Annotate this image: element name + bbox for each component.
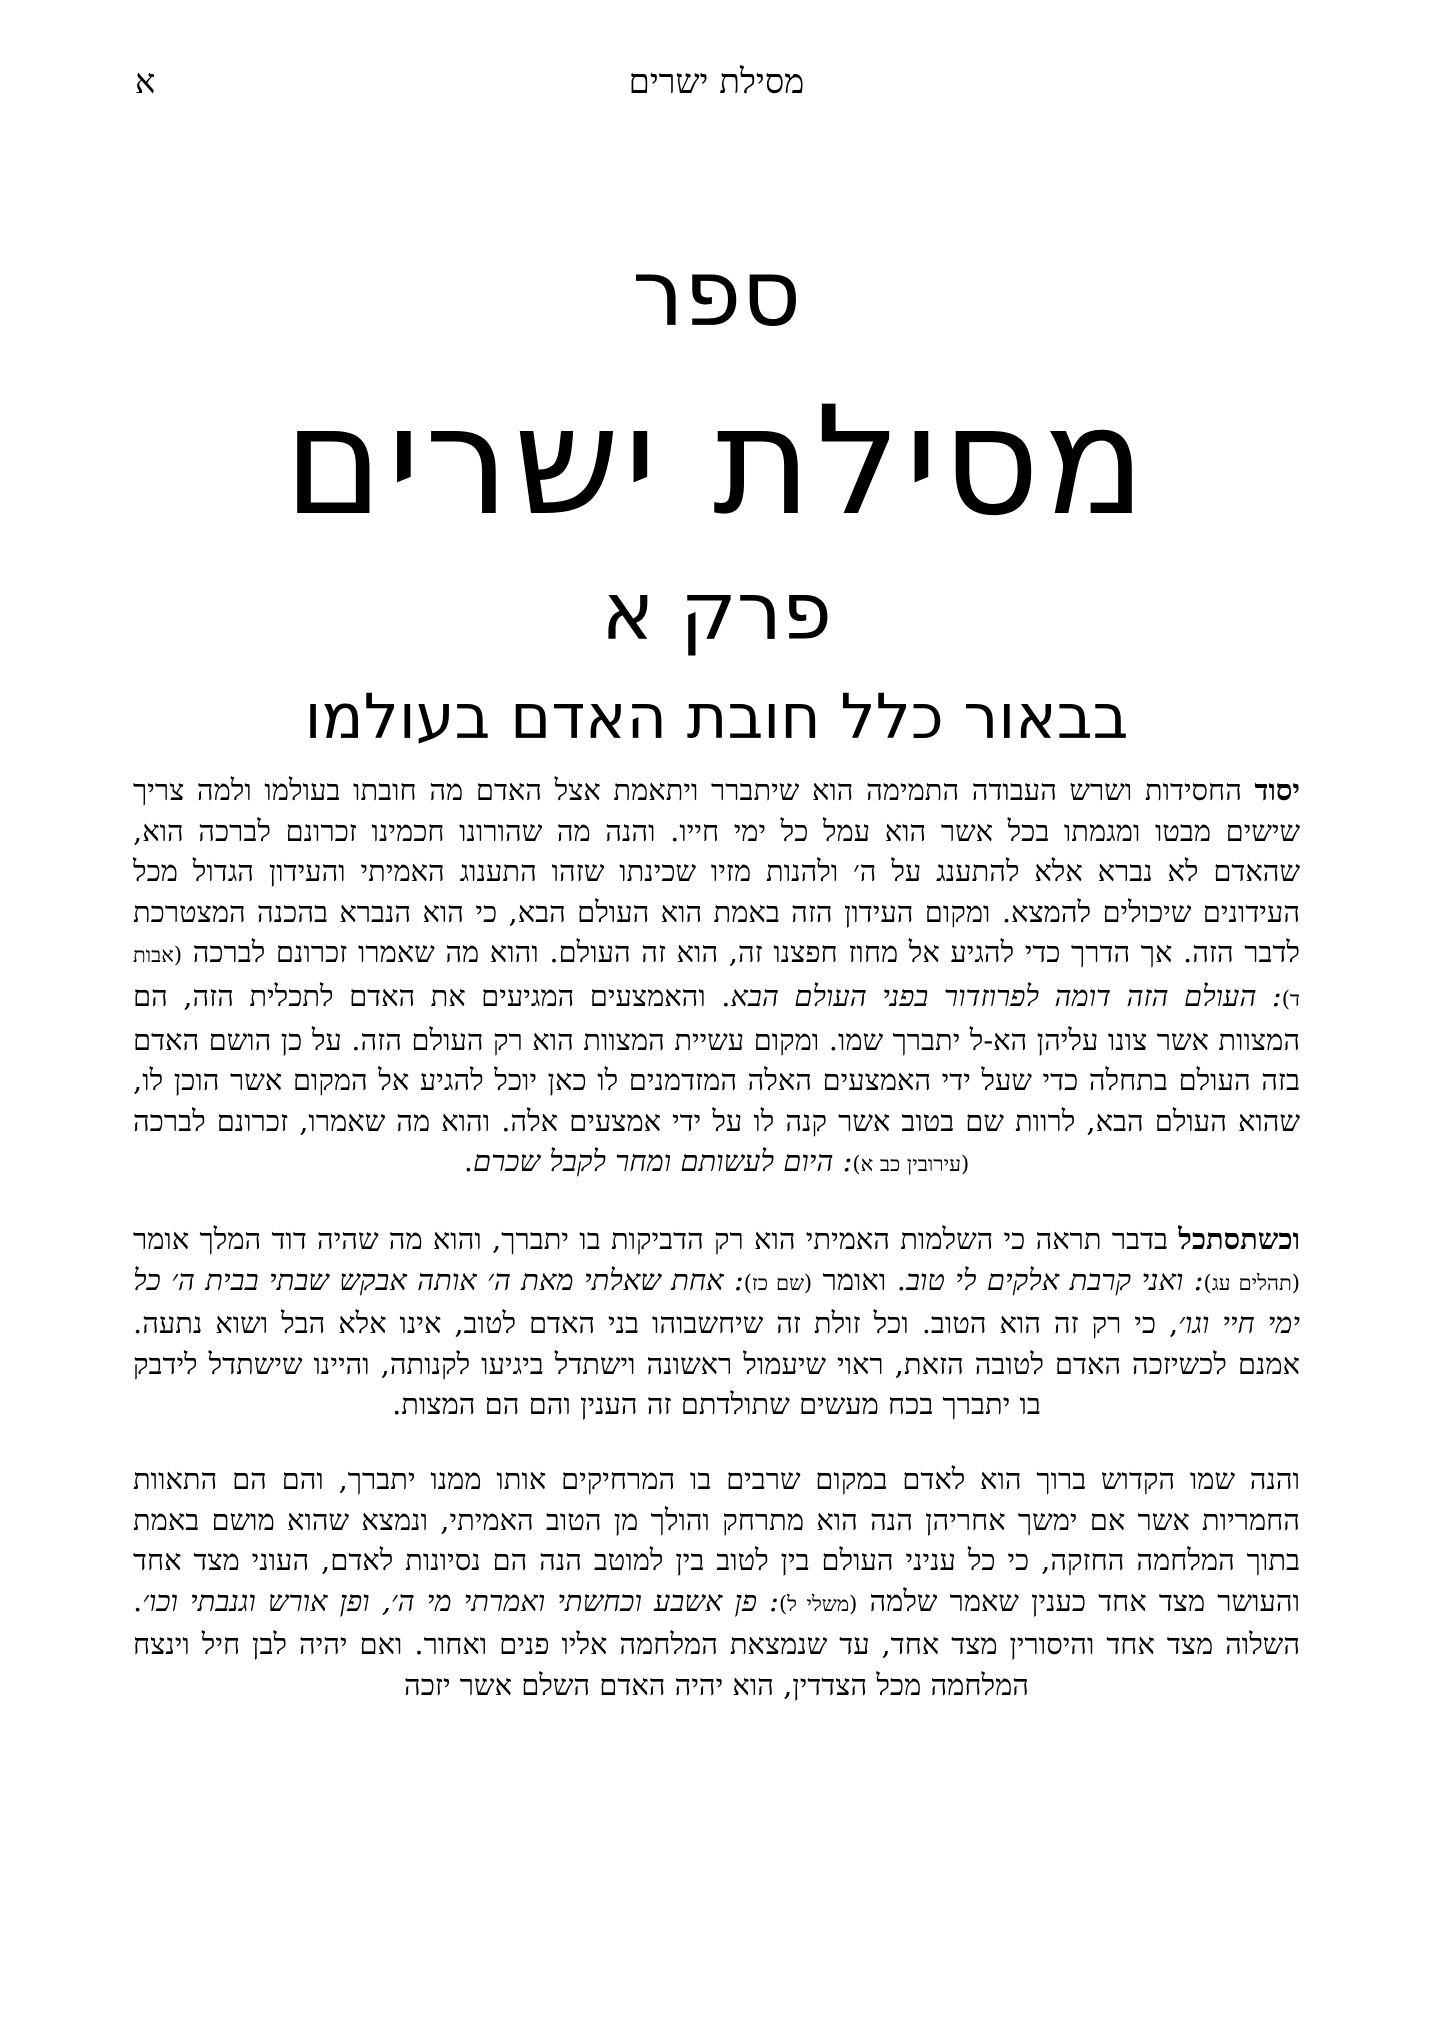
paragraph-text: , כי רק זה הוא הטוב. וכל זולת זה שיחשבוהו בני האדם לטוב, אינו אלא הבל ושוא נתעה. אמנם לכשיזכה האדם לטובה הזאת, ראוי שיעמול ראשונה וישתדל ביגיעו לקנותה, והיינו שישתדל לידבק בו יתברך בכח מעשים שתולדתם זה הענין והם הם המצות. <box>133 1306 1300 1422</box>
chapter-heading: פרק א <box>601 565 832 658</box>
quotation: : היום לעשותם ומחר לקבל שכרם <box>473 1144 853 1179</box>
paragraph-2 <box>133 1219 1300 1425</box>
running-header <box>135 62 1298 112</box>
source-reference: (תהלים עג) <box>1203 1270 1300 1295</box>
quotation: : העולם הזה דומה לפרוזדור בפני העולם הבא <box>730 978 1282 1013</box>
paragraph-text: החסידות ושרש העבודה התמימה הוא שיתברר ויתאמת אצל האדם מה חובתו בעולמו ולמה צריך שישים מבטו ומגמתו בכל אשר הוא עמל כל ימי חייו. והנה מה שהורונו חכמינו זכרונם לברכה הוא, שהאדם לא נברא אלא להתענג על ה׳ ולהנות מזיו שכינתו שזהו התענוג האמיתי והעידון הגדול מכל העידונים שיכולים להמצא. ומקום העידון הזה באמת הוא העולם הבא, כי הוא הנברא בהכנה המצטרכת לדבר הזה. אך הדרך כדי להגיע אל מחוז חפצנו זה, הוא זה העולם. והוא מה שאמרו זכרונם לברכה <box>133 773 1300 970</box>
paragraph-text: . והאמצעים המגיעים את האדם לתכלית הזה, הם המצוות אשר צונו עליהן הא-ל יתברך שמו. ומקום עשיית המצוות הוא רק העולם הזה. על כן הושם האדם בזה העולם בתחלה כדי שעל ידי האמצעים האלה המזדמנים לו כאן יוכל להגיע אל המקום אשר הוכן לו, שהוא העולם הבא, לרוות שם בטוב אשר קנה לו על ידי אמצעים אלה. והוא מה שאמרו, זכרונם לברכה <box>133 978 1300 1138</box>
paragraph-text: . השלוה מצד אחד והיסורין מצד אחד, עד שנמצאת המלחמה אליו פנים ואחור. ואם יהיה לבן חיל וינצח המלחמה מכל הצדדין, הוא יהיה האדם השלם אשר יזכה <box>133 1583 1300 1702</box>
page-number: א <box>135 62 156 102</box>
book-title: מסילת ישרים <box>283 375 1150 549</box>
source-reference: (שם כז) <box>743 1270 813 1295</box>
source-reference: (משלי ל) <box>778 1591 858 1616</box>
source-reference: (עירובין כב א) <box>852 1152 970 1177</box>
body-text <box>133 770 1300 1742</box>
paragraph-1 <box>133 770 1300 1185</box>
paragraph-text: . <box>463 1144 474 1179</box>
source-reference: (אבות ד) <box>133 943 1300 1011</box>
paragraph-text: בדבר תראה כי השלמות האמיתי הוא רק הדביקות בו יתברך, והוא מה שהיה דוד המלך אומר <box>133 1221 1179 1256</box>
paragraph-3 <box>133 1459 1300 1709</box>
quotation: : ואני קרבת אלקים לי טוב <box>905 1262 1204 1297</box>
running-title: מסילת ישרים <box>628 62 805 102</box>
chapter-subtitle: בבאור כלל חובת האדם בעולמו <box>304 680 1129 753</box>
paragraph-lead-word: וכשתסתכל <box>1178 1221 1300 1256</box>
book-word: ספר <box>631 240 802 347</box>
paragraph-lead-word: יסוד <box>1254 773 1300 807</box>
paragraph-text: והנה שמו הקדוש ברוך הוא לאדם במקום שרבים בו המרחיקים אותו ממנו יתברך, והם הם התאוות החמריות אשר אם ימשך אחריהן הנה הוא מתרחק והולך מן הטוב האמיתי, ונמצא שהוא מושם באמת בתוך המלחמה החזקה, כי כל עניני העולם בין לטוב בין למוטב הנה הם נסיונות לאדם, העוני מצד אחד והעושר מצד אחד כענין שאמר שלמה <box>133 1461 1301 1618</box>
quotation: : אחת שאלתי מאת ה׳ אותה אבקש שבתי בבית ה׳ כל ימי חיי וגו׳ <box>133 1262 1300 1341</box>
paragraph-text: . ואומר <box>812 1262 906 1297</box>
quotation: : פן אשבע וכחשתי ואמרתי מי ה׳, ופן אורש וגנבתי וכו׳ <box>142 1583 779 1618</box>
